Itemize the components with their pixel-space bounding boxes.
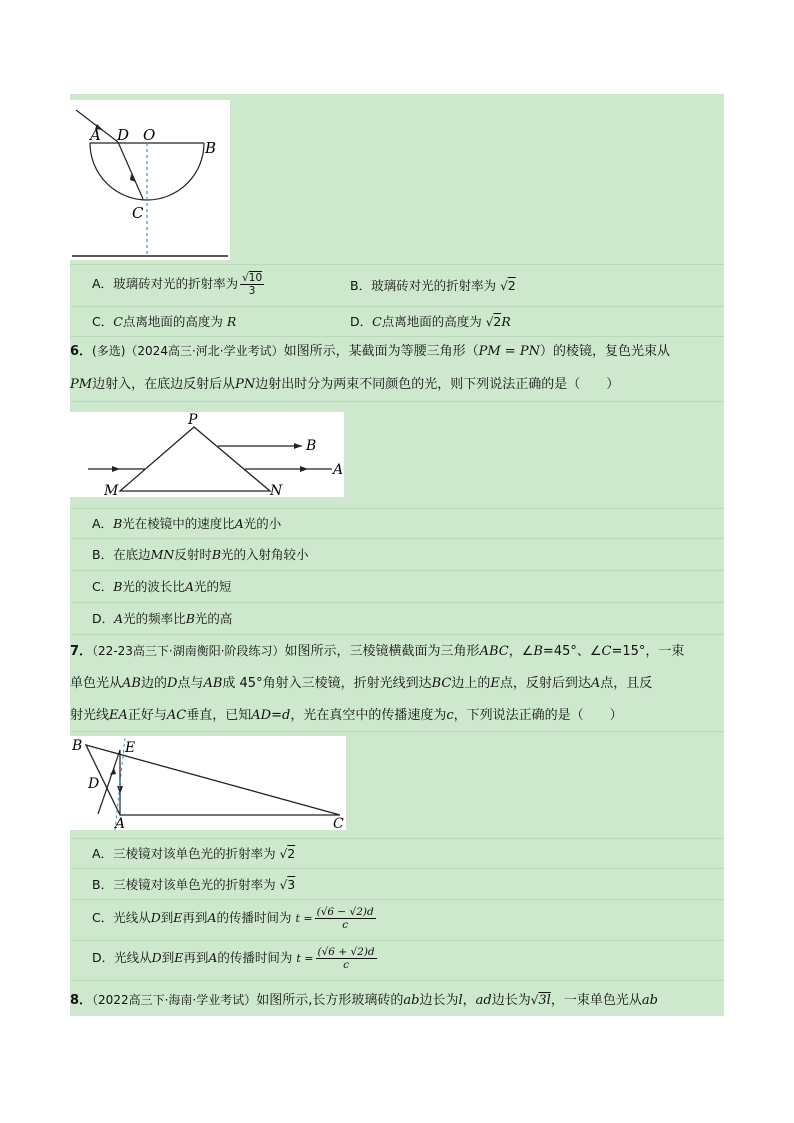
option-letter: D．: [92, 950, 115, 965]
formula-fraction: [316, 946, 377, 971]
var: E: [490, 676, 500, 691]
option-letter: B．: [92, 877, 114, 892]
var: B: [113, 579, 123, 594]
var: D: [151, 950, 162, 965]
option-value: R: [226, 314, 237, 329]
label-C: C: [132, 204, 144, 222]
var: E: [173, 910, 183, 925]
option-letter: A．: [92, 846, 114, 861]
var: ab: [403, 993, 420, 1008]
var: A: [234, 516, 244, 531]
q7-option-a[interactable]: A．三棱镜对该单色光的折射率为 √2: [92, 846, 296, 861]
incident-arrow: [112, 466, 120, 472]
option-text: 玻璃砖对光的折射率为: [371, 278, 497, 293]
beam-b-arrow: [294, 443, 302, 449]
semicircle-diagram: [70, 100, 230, 260]
var: R: [501, 314, 511, 329]
prism-triangle: [120, 427, 270, 491]
stem-text: 点，反射后到达: [499, 676, 591, 691]
stem-text: 正好与: [127, 708, 167, 723]
option-text: 的传播时间为: [217, 950, 293, 965]
question-number: 7．: [70, 644, 93, 659]
figure-triangle: [70, 736, 346, 830]
q7-option-c[interactable]: [92, 906, 376, 931]
q6-stem-line1: [70, 341, 724, 362]
fraction: $\frac{√10}{3}$: [242, 272, 263, 297]
stem-text: 边射出时分为两束不同颜色的光，则下列说法正确的是（ ）: [255, 377, 620, 392]
var: A: [184, 579, 194, 594]
stem-text: ，: [462, 993, 476, 1008]
label-B: B: [72, 738, 83, 754]
separator: [70, 634, 724, 635]
var: B: [533, 644, 543, 659]
separator: [70, 508, 724, 509]
stem-text: 单色光从: [70, 676, 123, 691]
label-E: E: [125, 740, 136, 756]
question-sheet: [70, 94, 724, 1016]
frac-den: c: [343, 959, 350, 971]
q5-option-c[interactable]: [92, 312, 236, 332]
figure-prism: [70, 412, 344, 497]
var: d: [282, 708, 291, 723]
stem-text: 成 45°角射入三棱镜，折射光线到达: [222, 676, 432, 691]
question-tag: （2022高三下·海南·学业考试）: [92, 993, 257, 1007]
formula-fraction: [315, 906, 376, 931]
formula-lhs: t =: [296, 952, 314, 965]
option-text: 到: [160, 910, 174, 925]
option-text: 三棱镜对该单色光的折射率为: [113, 877, 276, 892]
stem-text: 边上的: [451, 676, 491, 691]
question-tag: （22-23高三下·湖南衡阳·阶段练习）: [92, 644, 285, 658]
option-text: 反射时: [174, 547, 212, 562]
separator: [70, 401, 724, 402]
separator: [70, 899, 724, 900]
q6-option-a[interactable]: [92, 514, 281, 534]
var: AD: [251, 708, 272, 723]
option-text: 点离地面的高度为: [122, 314, 223, 329]
label-A: A: [115, 816, 126, 830]
stem-text: ，∠: [508, 644, 534, 659]
label-B: B: [306, 438, 317, 454]
var: MN: [150, 547, 175, 562]
stem-text: 如图所示,长方形玻璃砖的: [256, 993, 404, 1008]
option-letter: C．: [92, 579, 114, 594]
var: ABC: [479, 644, 509, 659]
option-value: 3: [287, 877, 296, 892]
var: B: [185, 611, 195, 626]
q6-option-c[interactable]: [92, 577, 231, 597]
q7-stem-line1: [70, 641, 724, 662]
var: PN: [235, 377, 256, 392]
label-A: A: [333, 462, 344, 478]
label-P: P: [188, 412, 198, 428]
q7-option-d[interactable]: [92, 946, 377, 971]
var: AB: [203, 676, 223, 691]
stem-text: 点，且反: [600, 676, 653, 691]
var: EA: [109, 708, 128, 723]
q7-option-b[interactable]: B．三棱镜对该单色光的折射率为 √3: [92, 877, 296, 892]
separator: [70, 264, 724, 265]
q6-option-d[interactable]: [92, 609, 232, 629]
var: l: [458, 993, 463, 1008]
stem-text: =15°，一束: [611, 644, 685, 659]
option-text: 光的入射角较小: [221, 547, 309, 562]
option-text: 点离地面的高度为: [381, 314, 482, 329]
var: ad: [475, 993, 492, 1008]
separator: [70, 731, 724, 732]
option-letter: A．: [92, 516, 114, 531]
option-value: 2: [507, 278, 516, 293]
separator: [70, 570, 724, 571]
stem-text: =45°、∠: [542, 644, 602, 659]
separator: [70, 306, 724, 307]
option-text: 光在棱镜中的速度比: [122, 516, 235, 531]
question-number: 6．: [70, 344, 93, 359]
stem-text: ，光在真空中的传播速度为: [290, 708, 447, 723]
var: C: [113, 314, 123, 329]
frac-num: 10: [248, 272, 263, 284]
stem-text: 边长为: [491, 993, 531, 1008]
var: A: [207, 910, 217, 925]
option-text: 光的波长比: [122, 579, 185, 594]
option-text: 光线从: [113, 910, 151, 925]
var: C: [372, 314, 382, 329]
option-letter: D．: [350, 314, 373, 329]
stem-text: 点与: [177, 676, 204, 691]
var: A: [590, 676, 601, 691]
stem-text: 射光线: [70, 708, 110, 723]
q5-option-d[interactable]: D．C点离地面的高度为 √2R: [350, 314, 511, 329]
stem-text: 边射入，在底边反射后从: [92, 377, 236, 392]
option-text: 再到: [182, 910, 208, 925]
stem-text: 如图所示，三棱镜横截面为三角形: [284, 644, 480, 659]
separator: [70, 940, 724, 941]
figure-semicircle: [70, 100, 230, 260]
var: E: [174, 950, 184, 965]
var: B: [113, 516, 123, 531]
stem-text: 边的: [140, 676, 167, 691]
option-letter: D．: [92, 611, 115, 626]
q5-option-b[interactable]: B．玻璃砖对光的折射率为 √2: [350, 278, 516, 293]
frac-num: (√6 + √2)d: [317, 946, 375, 958]
stem-text: =: [271, 708, 282, 723]
var: B: [211, 547, 222, 562]
q8-stem-line1: 8．（2022高三下·海南·学业考试）如图所示,长方形玻璃砖的ab边长为l，ad边长为√3l，一束单色光从ab: [70, 993, 658, 1008]
q7-stem-line3: [70, 706, 724, 726]
label-N: N: [270, 483, 283, 497]
option-text: 到: [161, 950, 175, 965]
var: BC: [431, 676, 452, 691]
option-letter: C．: [92, 910, 114, 925]
option-letter: B．: [350, 278, 372, 293]
var: PM: [70, 377, 93, 392]
label-D: D: [88, 776, 100, 792]
question-tag: (多选)（2024高三·河北·学业考试）: [92, 344, 284, 358]
option-letter: A．: [92, 276, 114, 291]
separator: [70, 868, 724, 869]
stem-text: 边长为: [419, 993, 459, 1008]
separator: [70, 602, 724, 603]
var: AB: [122, 676, 141, 691]
option-text: 光的短: [193, 579, 232, 594]
refracted-ray: [118, 142, 143, 199]
beam-a-arrow: [300, 466, 308, 472]
separator: [70, 980, 724, 981]
var: c: [446, 708, 454, 723]
q7-stem-line2: [70, 674, 724, 694]
prism-diagram: [70, 412, 344, 497]
triangle-diagram: [70, 736, 346, 830]
frac-den: c: [342, 919, 349, 931]
option-value: 2: [493, 314, 502, 329]
option-text: 在底边: [113, 547, 151, 562]
stem-text: ）的棱镜，复色光束从: [539, 344, 670, 359]
label-O: O: [143, 126, 156, 144]
option-text: 再到: [183, 950, 209, 965]
stem-text: ，一束单色光从: [550, 993, 642, 1008]
var: A: [114, 611, 124, 626]
label-B: B: [205, 139, 217, 157]
frac-num: (√6 − √2)d: [316, 906, 374, 918]
label-M: M: [104, 483, 119, 497]
option-text: 玻璃砖对光的折射率为: [113, 276, 239, 291]
option-letter: B．: [92, 547, 114, 562]
stem-text: 垂直，已知: [186, 708, 252, 723]
option-value: 2: [287, 846, 296, 861]
q5-option-a[interactable]: [92, 272, 264, 297]
var: C: [601, 644, 612, 659]
option-text: 光线从: [114, 950, 152, 965]
label-C: C: [333, 816, 344, 830]
label-A: A: [90, 126, 101, 144]
separator: [70, 838, 724, 839]
option-text: 的传播时间为: [216, 910, 292, 925]
var: ab: [641, 993, 658, 1008]
question-number: 8．: [70, 993, 93, 1008]
var: A: [208, 950, 218, 965]
q6-stem-line2: [70, 375, 724, 395]
formula-lhs: t =: [295, 912, 313, 925]
option-text: 光的频率比: [123, 611, 186, 626]
var: D: [166, 676, 178, 691]
frac-den: 3: [248, 285, 256, 297]
separator: [70, 336, 724, 337]
var: D: [150, 910, 161, 925]
label-D: D: [117, 126, 130, 144]
option-text: 光的高: [194, 611, 233, 626]
q6-option-b[interactable]: [92, 545, 309, 565]
var: AC: [166, 708, 187, 723]
option-letter: C．: [92, 314, 114, 329]
condition: PM = PN: [478, 344, 540, 359]
option-text: 光的小: [243, 516, 282, 531]
var: 3l: [538, 993, 551, 1008]
separator: [70, 538, 724, 539]
ray-in: [98, 788, 107, 814]
option-text: 三棱镜对该单色光的折射率为: [113, 846, 276, 861]
stem-text: ，下列说法正确的是（ ）: [453, 708, 623, 723]
stem-text: 如图所示，某截面为等腰三角形（: [283, 344, 479, 359]
